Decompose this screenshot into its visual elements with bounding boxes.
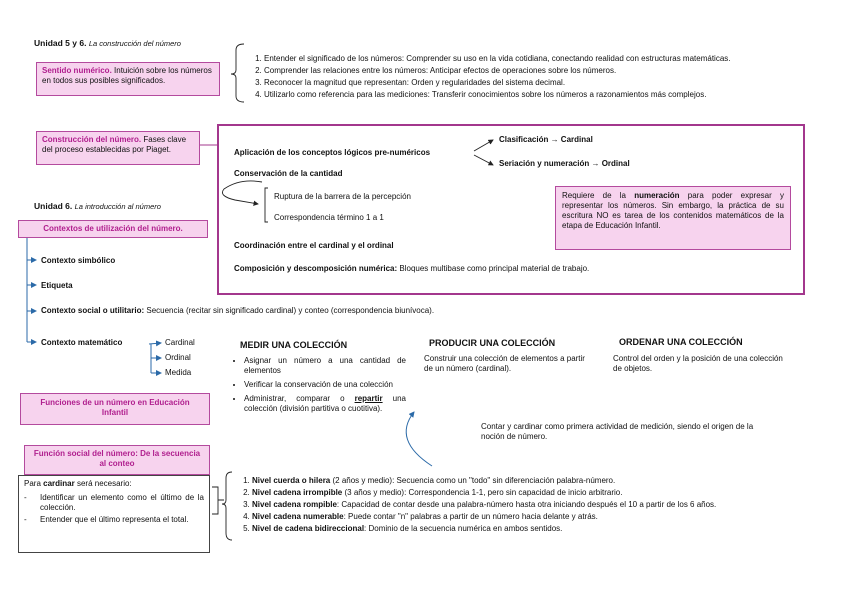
ctx-social: Contexto social o utilitario: Secuencia (recitar sin significado cardinal) y conteo (correspondencia biunívoca).: [41, 306, 435, 315]
list-item: • Asignar un número a una cantidad de elementos: [244, 356, 406, 376]
seriacion-label: Seriación y numeración → Ordinal: [499, 159, 630, 168]
list-item: 3. Nivel cadena rompible: Capacidad de contar desde una palabra-número hasta otra iniciando después el 10 a partir de los 6 años.: [252, 500, 848, 510]
clasificacion-label: Clasificación → Cardinal: [499, 135, 593, 144]
niveles-list: [238, 476, 848, 536]
ruptura-label: Ruptura de la barrera de la percepción: [274, 192, 411, 201]
aplicacion-label: Aplicación de los conceptos lógicos pre-numéricos: [234, 148, 431, 157]
cardinar-box: Para cardinar será necesario: - Identificar un elemento como el último de la colección. - Entender que el último representa el total.: [18, 475, 210, 553]
cardinar-item: - Identificar un elemento como el último de la colección.: [24, 493, 204, 512]
contar-note: Contar y cardinar como primera actividad de medición, siendo el origen de la noción de número.: [481, 422, 754, 441]
list-item: 5. Nivel de cadena bidireccional: Dominio de la secuencia numérica en ambos sentidos.: [252, 524, 848, 534]
funciones-box: Funciones de un número en Educación Infantil: [20, 393, 210, 425]
list-item: 3. Reconocer la magnitud que representan: Orden y regularidades del sistema decimal.: [264, 78, 844, 88]
contextos-box: Contextos de utilización del número.: [18, 220, 208, 238]
medir-title: MEDIR UNA COLECCIÓN: [240, 340, 348, 350]
list-item: 1. Nivel cuerda o hilera (2 años y medio): Secuencia como un "todo" sin diferenciación palabra-número.: [252, 476, 848, 486]
cardinar-item: - Entender que el último representa el total.: [24, 515, 189, 524]
coordinacion-label: Coordinación entre el cardinal y el ordinal: [234, 241, 394, 250]
producir-title: PRODUCIR UNA COLECCIÓN: [429, 338, 556, 348]
sentido-box: Sentido numérico. Intuición sobre los números en todos sus posibles significados.: [36, 62, 220, 96]
construccion-box: Construcción del número. Fases clave del proceso establecidas por Piaget.: [36, 131, 200, 165]
unit5-title: Unidad 5 y 6. La construcción del número: [34, 38, 181, 48]
ctx-simbolico: Contexto simbólico: [41, 256, 116, 265]
list-item: 4. Utilizarlo como referencia para las mediciones: Transferir conocimientos sobre los números a razonamientos más complejos.: [264, 90, 844, 100]
requiere-box: Requiere de la numeración para poder expresar y representar los números. Sin embargo, la práctica de su escritura NO es tarea de los contenidos matemáticos de la etapa de Educación Infantil.: [555, 186, 791, 250]
list-item: 4. Nivel cadena numerable: Puede contar "n" palabras a partir de un número hacia delante y atrás.: [252, 512, 848, 522]
list-item: • Administrar, comparar o repartir una colección (división partitiva o cuotitiva).: [244, 394, 406, 414]
list-item: 1. Entender el significado de los números: Comprender su uso en la vida cotidiana, conectando realidad con estructuras matemáticas.: [264, 54, 844, 64]
list-item: 2. Comprender las relaciones entre los números: Anticipar efectos de operaciones sobre los números.: [264, 66, 844, 76]
sentido-list: [250, 54, 844, 102]
ctx-matematico: Contexto matemático: [41, 338, 123, 347]
list-item: 2. Nivel cadena irrompible (3 años y medio): Correspondencia 1-1, pero sin capacidad de inicio arbitrario.: [252, 488, 848, 498]
ctx-etiqueta: Etiqueta: [41, 281, 73, 290]
funcion-social-box: Función social del número: De la secuencia al conteo: [24, 445, 210, 475]
mat-cardinal: Cardinal: [165, 338, 195, 347]
unit6-title: Unidad 6. La introducción al número: [34, 201, 161, 211]
ordenar-text: Control del orden y la posición de una colección de objetos.: [613, 354, 783, 373]
composicion-label: Composición y descomposición numérica: Bloques multibase como principal material de trabajo.: [234, 264, 590, 273]
producir-text: Construir una colección de elementos a partir de un número (cardinal).: [424, 354, 585, 373]
ordenar-title: ORDENAR UNA COLECCIÓN: [619, 337, 743, 347]
mat-medida: Medida: [165, 368, 192, 377]
medir-list: [230, 356, 406, 414]
mat-ordinal: Ordinal: [165, 353, 191, 362]
brace-sentido: [231, 44, 244, 102]
correspondencia-label: Correspondencia término 1 a 1: [274, 213, 384, 222]
conservacion-label: Conservación de la cantidad: [234, 169, 343, 178]
list-item: • Verificar la conservación de una colección: [244, 380, 406, 390]
